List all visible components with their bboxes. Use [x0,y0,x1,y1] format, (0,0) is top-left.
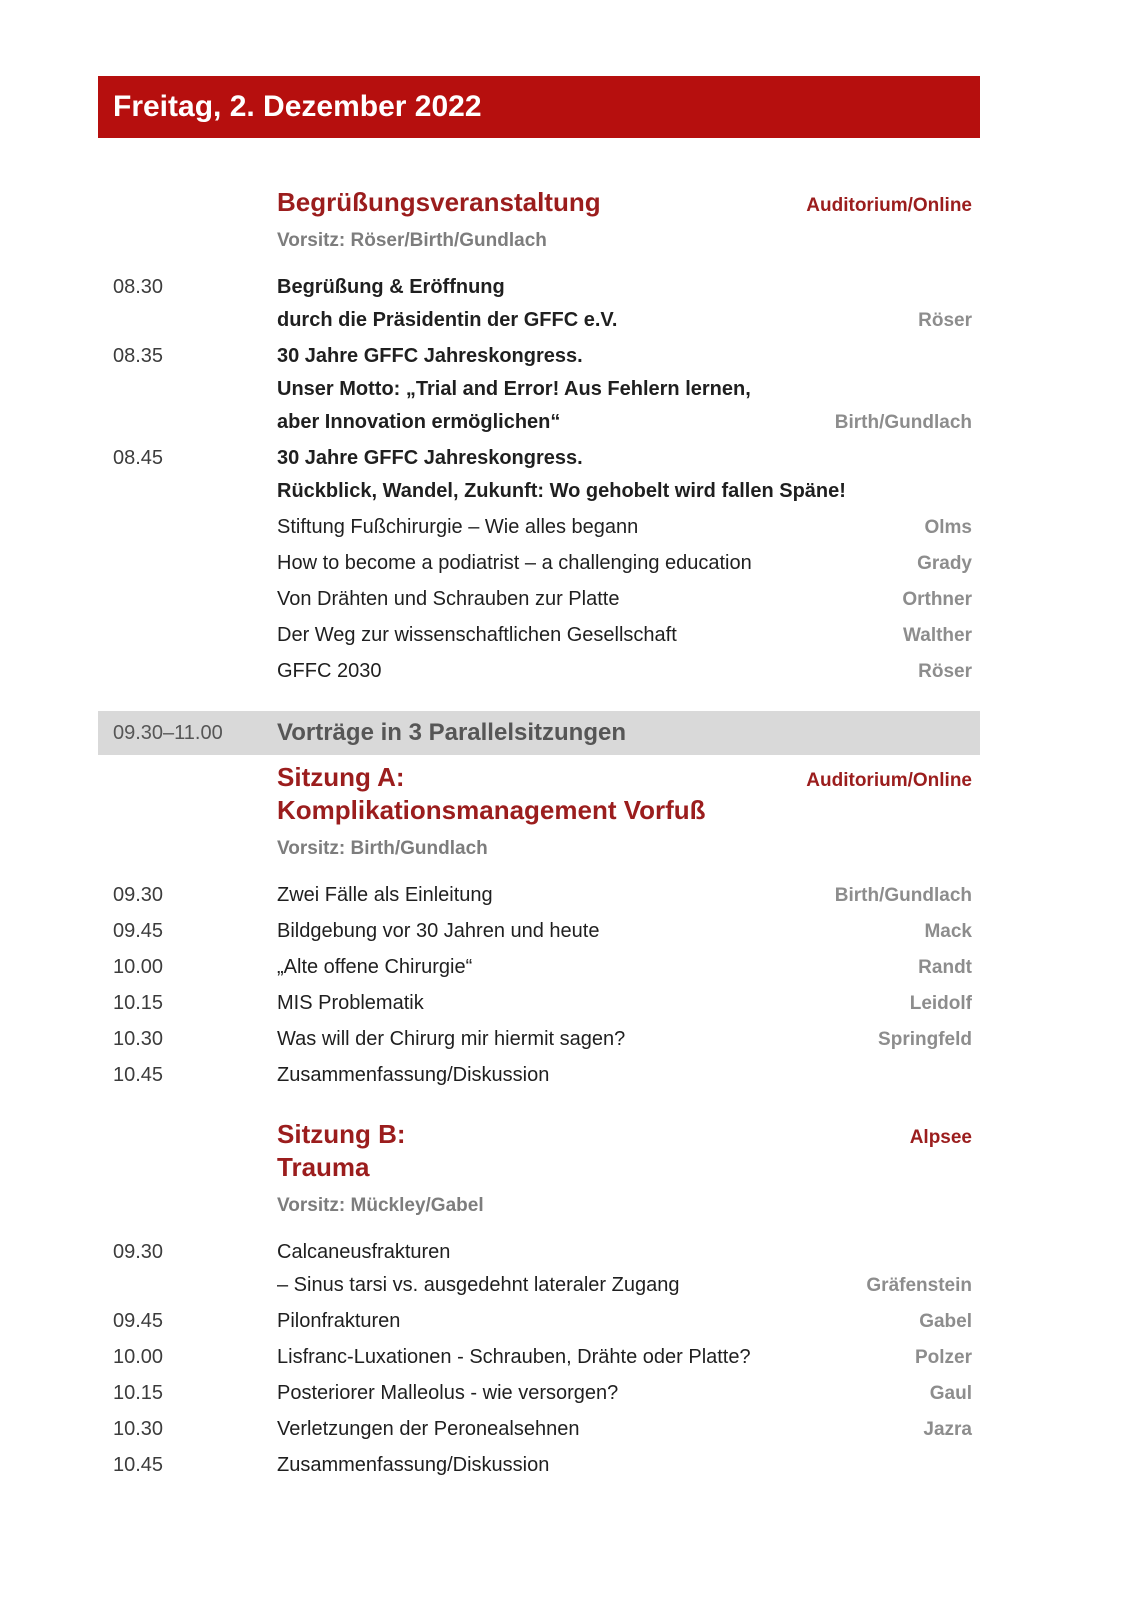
program-item [98,915,980,948]
item-speaker: Grady [917,553,972,574]
day-header-bar [98,76,980,138]
item-title-line: Zusammenfassung/Diskussion [277,1064,550,1086]
item-speaker: Röser [918,310,972,331]
item-time: 10.45 [113,1454,164,1476]
item-speaker: Polzer [914,1347,972,1368]
item-speaker: Röser [918,661,972,682]
program-item [98,442,980,508]
item-title-line: Unser Motto: „Trial and Error! Aus Fehlern lernen, [277,378,751,400]
item-time: 10.15 [113,1382,164,1404]
item-time: 10.00 [113,956,164,978]
session-location: Auditorium/Online [806,770,972,791]
item-title [277,1377,918,1410]
program-item [98,619,980,652]
session-chair: Vorsitz: Mückley/Gabel [277,1195,484,1216]
item-time: 09.45 [113,920,164,942]
session-title: Begrüßungsveranstaltung [277,187,601,217]
item-title-line: MIS Problematik [277,992,424,1014]
program-item [98,879,980,912]
program-item [98,547,980,580]
item-title [277,987,898,1020]
day-title: Freitag, 2. Dezember 2022 [113,90,482,123]
item-title-line: Stiftung Fußchirurgie – Wie alles begann [277,516,639,538]
item-title [277,915,912,948]
session-heading [277,761,794,862]
program-item [98,655,980,688]
program-item [98,951,980,984]
item-title [277,879,823,912]
program-item [98,511,980,544]
session-title: Komplikationsmanagement Vorfuß [277,795,706,825]
item-title [277,1449,972,1482]
item-speaker: Birth/Gundlach [834,885,972,906]
program-item [98,271,980,337]
session-title: Trauma [277,1152,370,1182]
item-title-line: GFFC 2030 [277,660,382,682]
session-location: Alpsee [909,1127,972,1148]
item-title-line: Begrüßung & Eröffnung [277,276,505,298]
item-title-line: Zwei Fälle als Einleitung [277,884,493,906]
program-content [98,0,980,1485]
item-speaker: Gabel [919,1311,972,1332]
item-title-line: Lisfranc-Luxationen - Schrauben, Drähte oder Platte? [277,1346,751,1368]
session-chair: Vorsitz: Röser/Birth/Gundlach [277,230,547,251]
item-speaker: Springfeld [878,1029,972,1050]
session-heading [277,186,794,254]
item-time: 10.30 [113,1418,164,1440]
item-title [277,1413,911,1446]
session-heading [277,1118,898,1219]
item-title-line: Was will der Chirurg mir hiermit sagen? [277,1028,626,1050]
program-item [98,1236,980,1302]
item-title [277,511,912,544]
item-speaker: Orthner [902,589,972,610]
item-title [277,583,890,616]
item-title-line: Rückblick, Wandel, Zukunft: Wo gehobelt wird fallen Späne! [277,480,846,502]
item-title [277,1023,866,1056]
item-speaker: Olms [924,517,972,538]
item-title [277,1236,854,1302]
item-title-line: aber Innovation ermöglichen“ [277,411,561,433]
item-title-line: How to become a podiatrist – a challenging education [277,552,752,574]
item-title-line: „Alte offene Chirurgie“ [277,956,473,978]
item-title [277,951,906,984]
item-title-line: – Sinus tarsi vs. ausgedehnt lateraler Zugang [277,1274,680,1296]
item-time: 10.00 [113,1346,164,1368]
item-speaker: Randt [918,957,972,978]
item-time: 08.35 [113,345,164,367]
item-title [277,271,906,337]
program-item [98,583,980,616]
program-item [98,1449,980,1482]
item-title [277,547,905,580]
item-speaker: Leidolf [909,993,972,1014]
item-time: 10.15 [113,992,164,1014]
item-title-line: 30 Jahre GFFC Jahreskongress. [277,447,583,469]
item-speaker: Jazra [923,1419,972,1440]
band-title: Vorträge in 3 Parallelsitzungen [277,719,626,746]
item-title [277,442,972,508]
item-time: 08.30 [113,276,164,298]
item-speaker: Gaul [929,1383,972,1404]
program-item [98,1059,980,1092]
item-title-line: Zusammenfassung/Diskussion [277,1454,550,1476]
item-time: 10.45 [113,1064,164,1086]
item-title-line: durch die Präsidentin der GFFC e.V. [277,309,618,331]
session-header [98,761,980,862]
item-title [277,619,891,652]
session-header [98,186,980,254]
item-speaker: Mack [924,921,972,942]
item-title [277,1305,907,1338]
item-time: 09.30 [113,1241,164,1263]
item-title [277,1341,903,1374]
item-title-line: Bildgebung vor 30 Jahren und heute [277,920,600,942]
item-title-line: Posteriorer Malleolus - wie versorgen? [277,1382,619,1404]
item-title-line: Von Drähten und Schrauben zur Platte [277,588,620,610]
program-item [98,1341,980,1374]
session-location: Auditorium/Online [806,195,972,216]
item-title [277,1059,972,1092]
session-header [98,1118,980,1219]
item-title-line: Calcaneusfrakturen [277,1241,451,1263]
item-title-line: Pilonfrakturen [277,1310,401,1332]
item-title-line: Verletzungen der Peronealsehnen [277,1418,580,1440]
item-speaker: Birth/Gundlach [834,412,972,433]
item-title-line: 30 Jahre GFFC Jahreskongress. [277,345,583,367]
schedule [98,186,980,1482]
item-time: 09.45 [113,1310,164,1332]
item-speaker: Gräfenstein [866,1275,972,1296]
program-item [98,1413,980,1446]
session-title: Sitzung A: [277,762,405,792]
item-speaker: Walther [903,625,972,646]
program-item [98,340,980,439]
program-item [98,1305,980,1338]
item-time: 10.30 [113,1028,164,1050]
program-item [98,987,980,1020]
item-title [277,340,823,439]
item-time: 08.45 [113,447,164,469]
item-title [277,655,906,688]
item-title-line: Der Weg zur wissenschaftlichen Gesellschaft [277,624,677,646]
item-time: 09.30 [113,884,164,906]
program-item [98,1377,980,1410]
parallel-sessions-band [98,711,980,755]
band-time-range: 09.30–11.00 [113,722,223,744]
session-chair: Vorsitz: Birth/Gundlach [277,838,488,859]
program-item [98,1023,980,1056]
session-title: Sitzung B: [277,1119,406,1149]
